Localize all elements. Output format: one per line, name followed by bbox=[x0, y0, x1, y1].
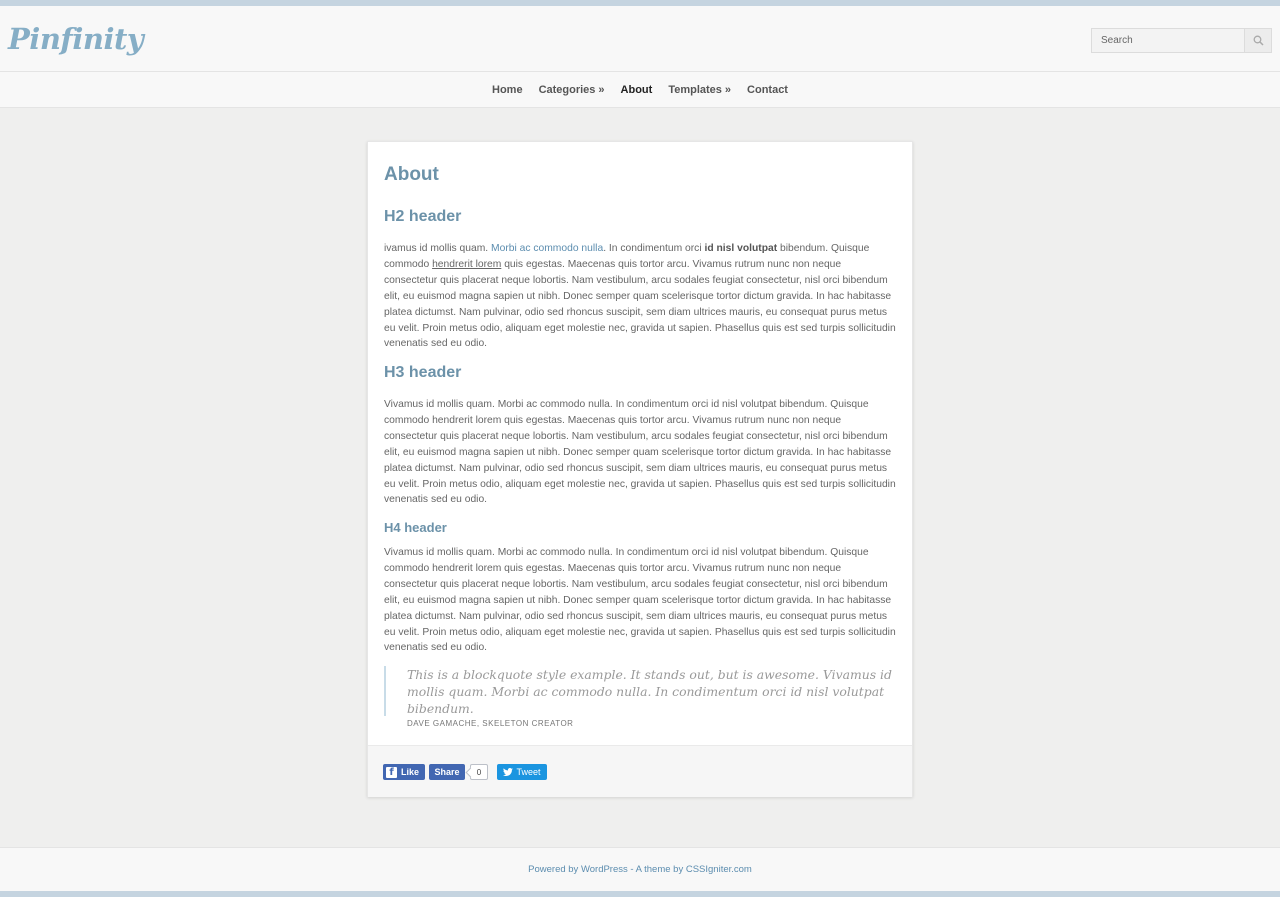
page-title: About bbox=[384, 164, 439, 185]
underlined-text: hendrerit lorem bbox=[432, 258, 502, 270]
nav-item-label: Home bbox=[492, 83, 523, 96]
nav-item-home[interactable] bbox=[484, 84, 531, 96]
footer-credit-link[interactable]: Powered by WordPress - A theme by CSSIgniter.com bbox=[528, 864, 752, 875]
text-span: . In condimentum orci bbox=[603, 243, 705, 254]
h2-heading: H2 header bbox=[384, 208, 462, 225]
search-input[interactable] bbox=[1092, 29, 1244, 52]
blockquote bbox=[384, 666, 896, 728]
nav-item-label: About bbox=[620, 83, 653, 96]
paragraph-3: Vivamus id mollis quam. Morbi ac commodo nulla. In condimentum orci id nisl volutpat bibendum. Quisque commodo hendrerit lorem quis egestas. Maecenas quis tortor arcu. Vivamus rutrum nunc non neque consectetur quis placerat neque lobortis. Nam vestibulum, arcu sodales feugiat consectetur, nisl orci bibendum elit, eu euismod magna sapien ut nibh. Donec semper quam scelerisque tortor dictum gravida. In hac habitasse platea dictumst. Nam pulvinar, odio sed rhoncus suscipit, sem diam ultrices mauris, eu consequat purus metus eu velit. Proin metus odio, aliquam eget molestie nec, gravida ut sapien. Phasellus quis est sed turpis sollicitudin venenatis sed eu odio. bbox=[384, 547, 896, 654]
nav-item-templates[interactable] bbox=[660, 84, 739, 96]
h3-heading: H3 header bbox=[384, 364, 462, 381]
nav-item-about[interactable] bbox=[613, 84, 661, 96]
submenu-arrow-icon: » bbox=[724, 83, 732, 96]
search-form bbox=[1091, 28, 1272, 53]
main-navigation bbox=[0, 72, 1280, 108]
search-button[interactable] bbox=[1244, 29, 1271, 52]
site-footer bbox=[0, 847, 1280, 891]
like-label: Like bbox=[401, 767, 420, 777]
text-span: bibendum. Quisque commodo bbox=[384, 243, 870, 270]
twitter-bird-icon bbox=[503, 768, 513, 777]
nav-item-categories[interactable] bbox=[531, 84, 613, 96]
nav-item-label: Templates bbox=[668, 83, 722, 96]
nav-item-contact[interactable] bbox=[739, 84, 796, 96]
blockquote-citation: DAVE GAMACHE, SKELETON CREATOR bbox=[407, 719, 574, 728]
submenu-arrow-icon: » bbox=[598, 83, 605, 96]
social-share-bar bbox=[368, 745, 912, 797]
share-count-badge: 0 bbox=[470, 764, 488, 780]
facebook-share-button[interactable] bbox=[429, 764, 465, 780]
text-span: quis egestas. Maecenas quis tortor arcu. Vivamus rutrum nunc non neque consectetur quis placerat neque lobortis. Nam vestibulum, arcu sodales feugiat consectetur, nisl orci bibendum elit, eu euismod magna sapien ut nibh. Donec semper quam scelerisque tortor dictum gravida. In hac habitasse platea dictumst. Nam pulvinar, odio sed rhoncus suscipit, sem diam ultrices mauris, eu consequat purus metus eu velit. Proin metus odio, aliquam eget molestie nec, gravida ut sapien. Phasellus quis est sed turpis sollicitudin venenatis sed eu odio. bbox=[384, 258, 896, 350]
h4-heading: H4 header bbox=[384, 520, 447, 535]
paragraph-2: Vivamus id mollis quam. Morbi ac commodo nulla. In condimentum orci id nisl volutpat bibendum. Quisque commodo hendrerit lorem quis egestas. Maecenas quis tortor arcu. Vivamus rutrum nunc non neque consectetur quis placerat neque lobortis. Nam vestibulum, arcu sodales feugiat consectetur, nisl orci bibendum elit, eu euismod magna sapien ut nibh. Donec semper quam scelerisque tortor dictum gravida. In hac habitasse platea dictumst. Nam pulvinar, odio sed rhoncus suscipit, sem diam ultrices mauris, eu consequat purus metus eu velit. Proin metus odio, aliquam eget molestie nec, gravida ut sapien. Phasellus quis est sed turpis sollicitudin venenatis sed eu odio. bbox=[384, 399, 896, 506]
nav-item-label: Contact bbox=[747, 83, 788, 96]
bottom-accent-strip bbox=[0, 891, 1280, 897]
paragraph-1 bbox=[384, 241, 896, 352]
article-card bbox=[367, 141, 913, 797]
facebook-like-button[interactable] bbox=[383, 764, 425, 780]
share-label: Share bbox=[434, 767, 460, 777]
blockquote-text: This is a blockquote style example. It stands out, but is awesome. Vivamus id mollis quam. Morbi ac commodo nulla. In condimentum orci id nisl volutpat bibendum. bbox=[407, 667, 892, 716]
inline-link[interactable]: Morbi ac commodo nulla bbox=[491, 243, 604, 254]
tweet-label: Tweet bbox=[516, 767, 541, 777]
site-header bbox=[0, 6, 1280, 72]
bold-text: id nisl volutpat bbox=[704, 243, 778, 254]
facebook-icon: f bbox=[386, 767, 397, 778]
text-span: ivamus id mollis quam. bbox=[384, 243, 492, 254]
twitter-tweet-button[interactable] bbox=[497, 764, 547, 780]
nav-item-label: Categories bbox=[538, 83, 596, 96]
site-logo[interactable]: Pinfinity bbox=[8, 22, 144, 56]
search-icon bbox=[1253, 35, 1264, 46]
